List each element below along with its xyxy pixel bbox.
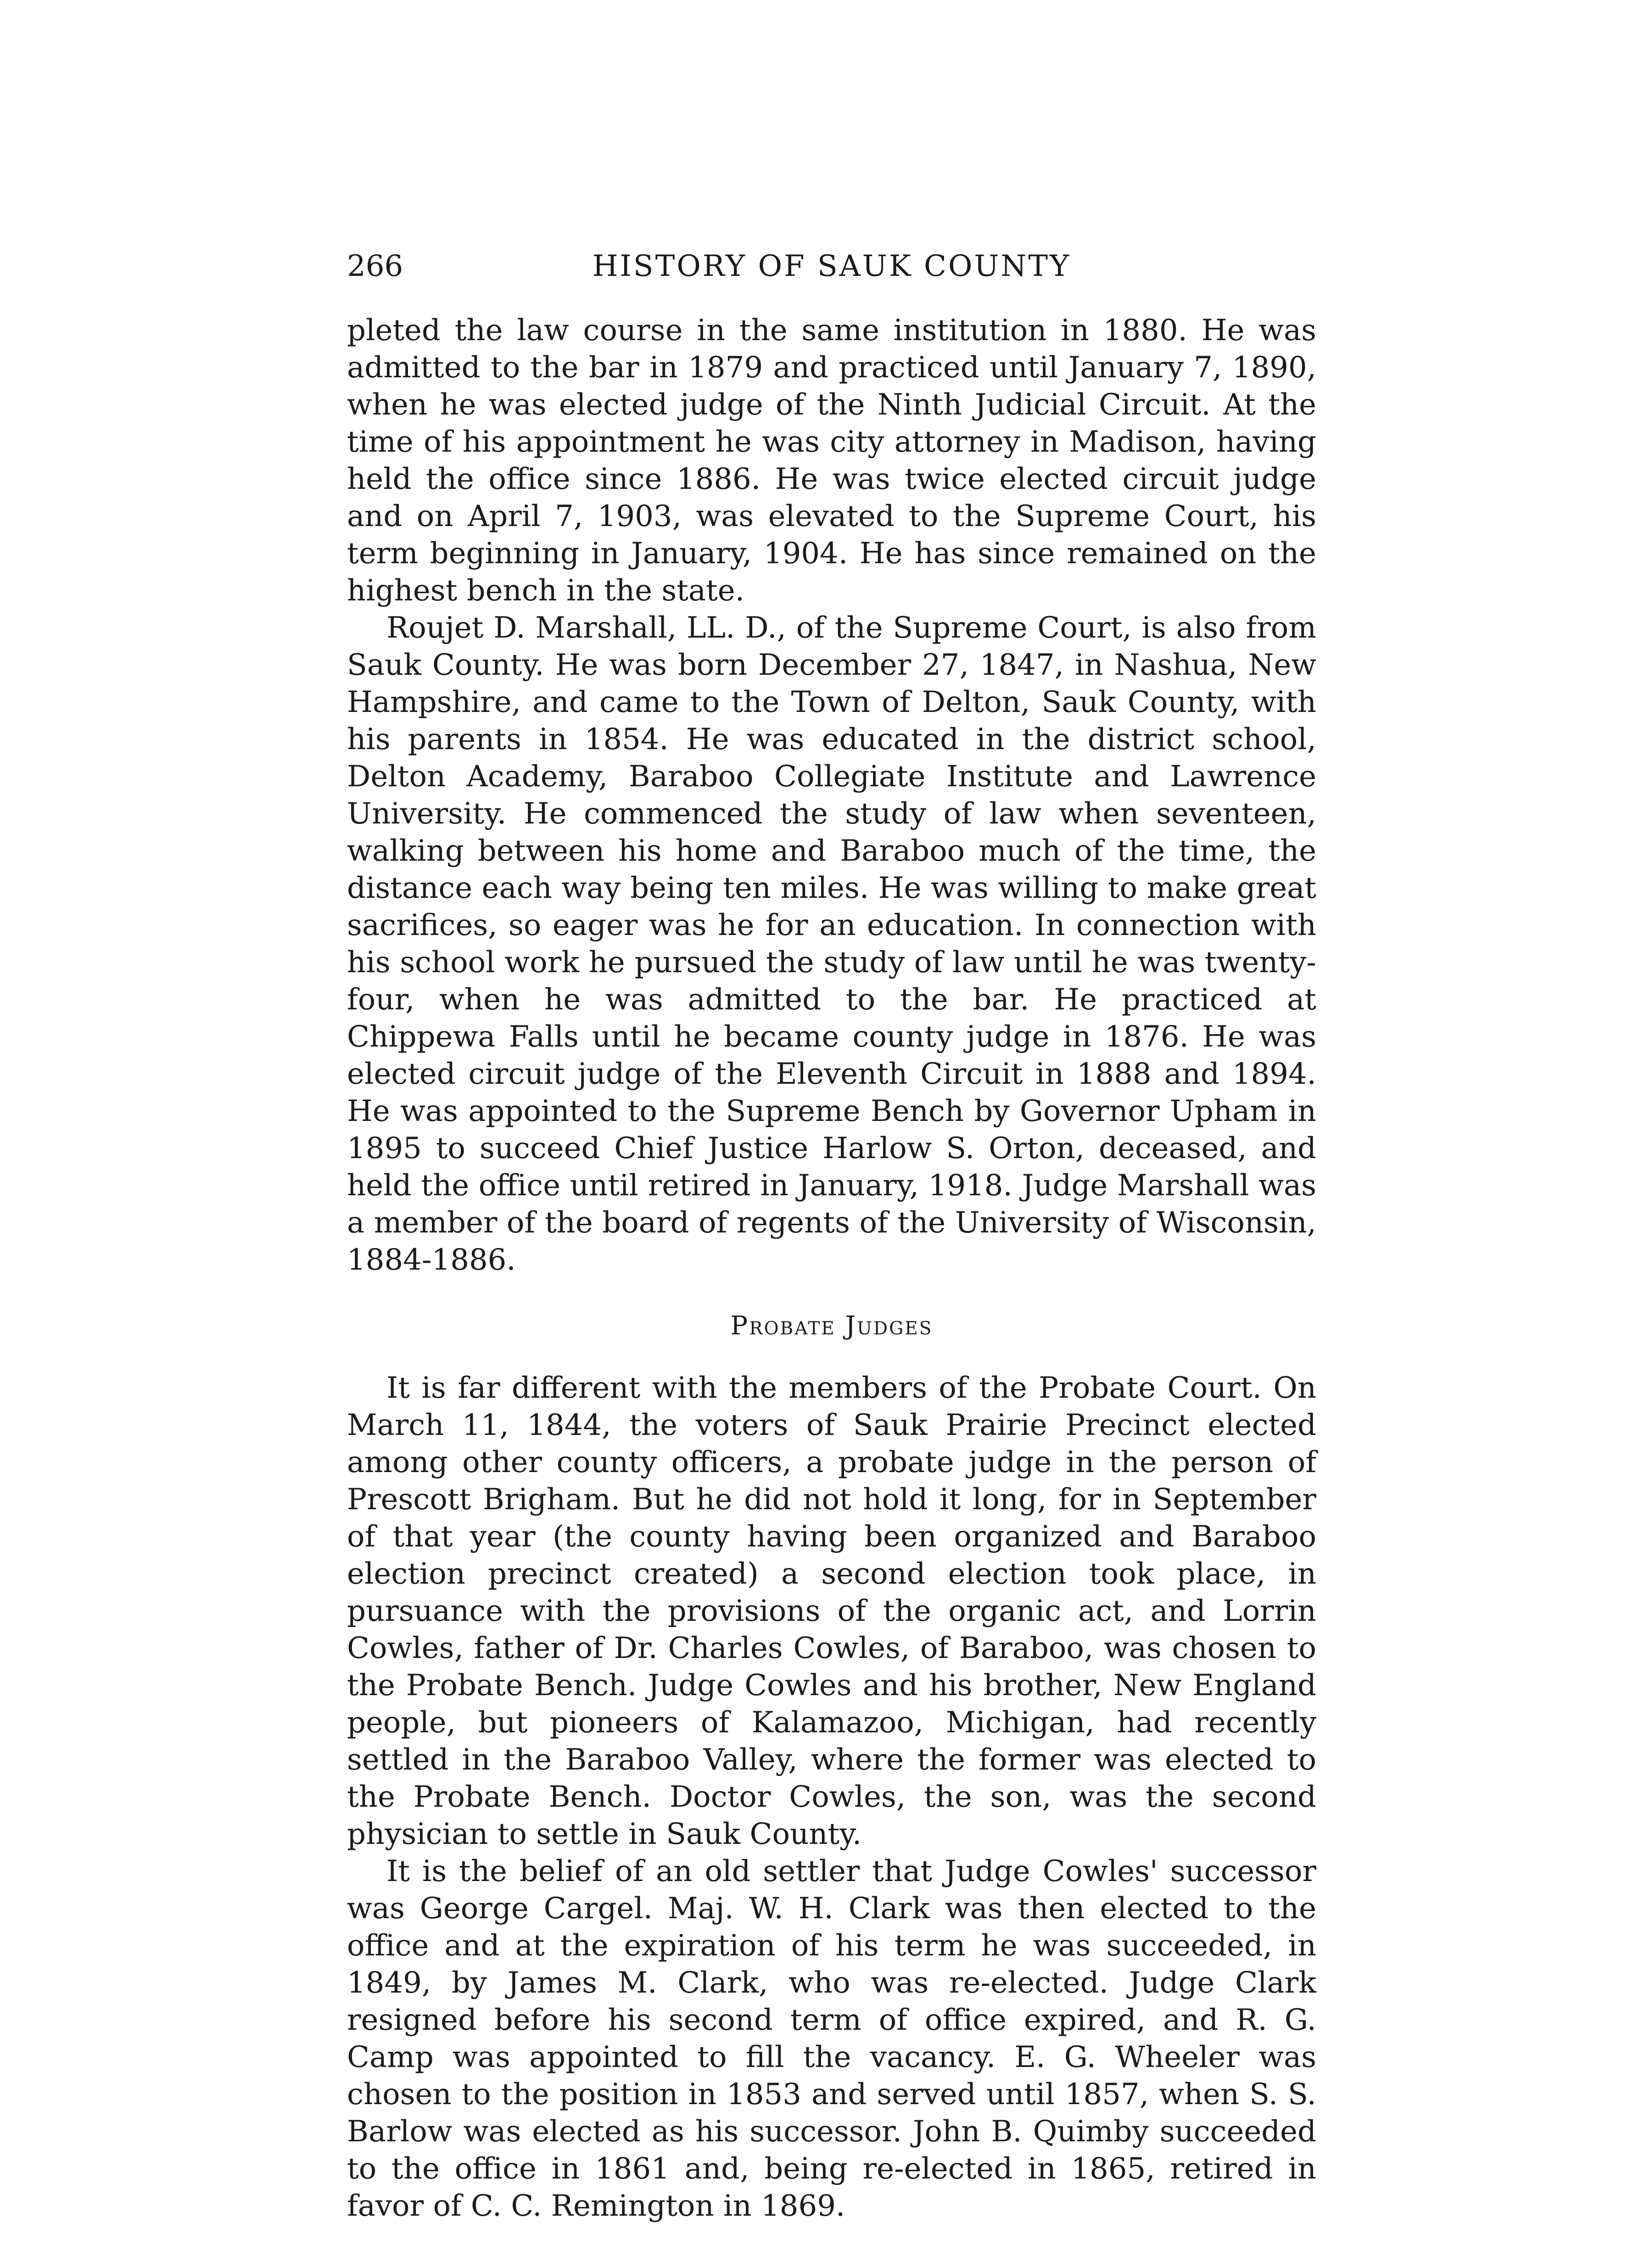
body-text [347, 312, 1316, 2225]
section-heading-probate-judges: Probate Judges [730, 1311, 933, 1341]
paragraph-marshall: Roujet D. Marshall, LL. D., of the Supreme Court, is also from Sauk County. He was born December 27, 1847, in Nashua, New Hampshire, and came to the Town of Delton, Sauk County, with his parents in 1854. He was educated in the district school, Delton Academy, Baraboo Collegiate Institute and Lawrence University. He commenced the study of law when seventeen, walking between his home and Baraboo much of the time, the distance each way being ten miles. He was willing to make great sacrifices, so eager was he for an education. In connection with his school work he pursued the study of law until he was twenty-four, when he was admitted to the bar. He practiced at Chippewa Falls until he became county judge in 1876. He was elected circuit judge of the Eleventh Circuit in 1888 and 1894. He was appointed to the Supreme Bench by Governor Upham in 1895 to succeed Chief Justice Harlow S. Orton, deceased, and held the office until retired in January, 1918. Judge Marshall was a member of the board of regents of the University of Wisconsin, 1884-1886. [347, 611, 1316, 1277]
paragraph-probate-court: It is far different with the members of the Probate Court. On March 11, 1844, the voters of Sauk Prairie Precinct elected among other county officers, a probate judge in the person of Prescott Brigham. But he did not hold it long, for in September of that year (the county having been organized and Baraboo election precinct created) a second election took place, in pursuance with the provisions of the organic act, and Lorrin Cowles, father of Dr. Charles Cowles, of Baraboo, was chosen to the Probate Bench. Judge Cowles and his brother, New England people, but pioneers of Kalamazoo, Michigan, had recently settled in the Baraboo Valley, where the former was elected to the Probate Bench. Doctor Cowles, the son, was the second physician to settle in Sauk County. [347, 1371, 1316, 1851]
running-title: HISTORY OF SAUK COUNTY [592, 249, 1071, 283]
page-number: 266 [347, 249, 403, 283]
paragraph-continuation: pleted the law course in the same institution in 1880. He was admitted to the bar in 1879 and practiced until January 7, 1890, when he was elected judge of the Ninth Judicial Circuit. At the time of his appointment he was city attorney in Madison, having held the office since 1886. He was twice elected circuit judge and on April 7, 1903, was elevated to the Supreme Court, his term beginning in January, 1904. He has since remained on the highest bench in the state. [347, 314, 1316, 608]
page-header [347, 246, 1316, 287]
paragraph-successors: It is the belief of an old settler that Judge Cowles' successor was George Cargel. Maj. W. H. Clark was then elected to the office and at the expiration of his term he was succeeded, in 1849, by James M. Clark, who was re-elected. Judge Clark resigned before his second term of office expired, and R. G. Camp was appointed to fill the vacancy. E. G. Wheeler was chosen to the position in 1853 and served until 1857, when S. S. Barlow was elected as his successor. John B. Quimby succeeded to the office in 1861 and, being re-elected in 1865, retired in favor of C. C. Remington in 1869. [347, 1854, 1316, 2223]
